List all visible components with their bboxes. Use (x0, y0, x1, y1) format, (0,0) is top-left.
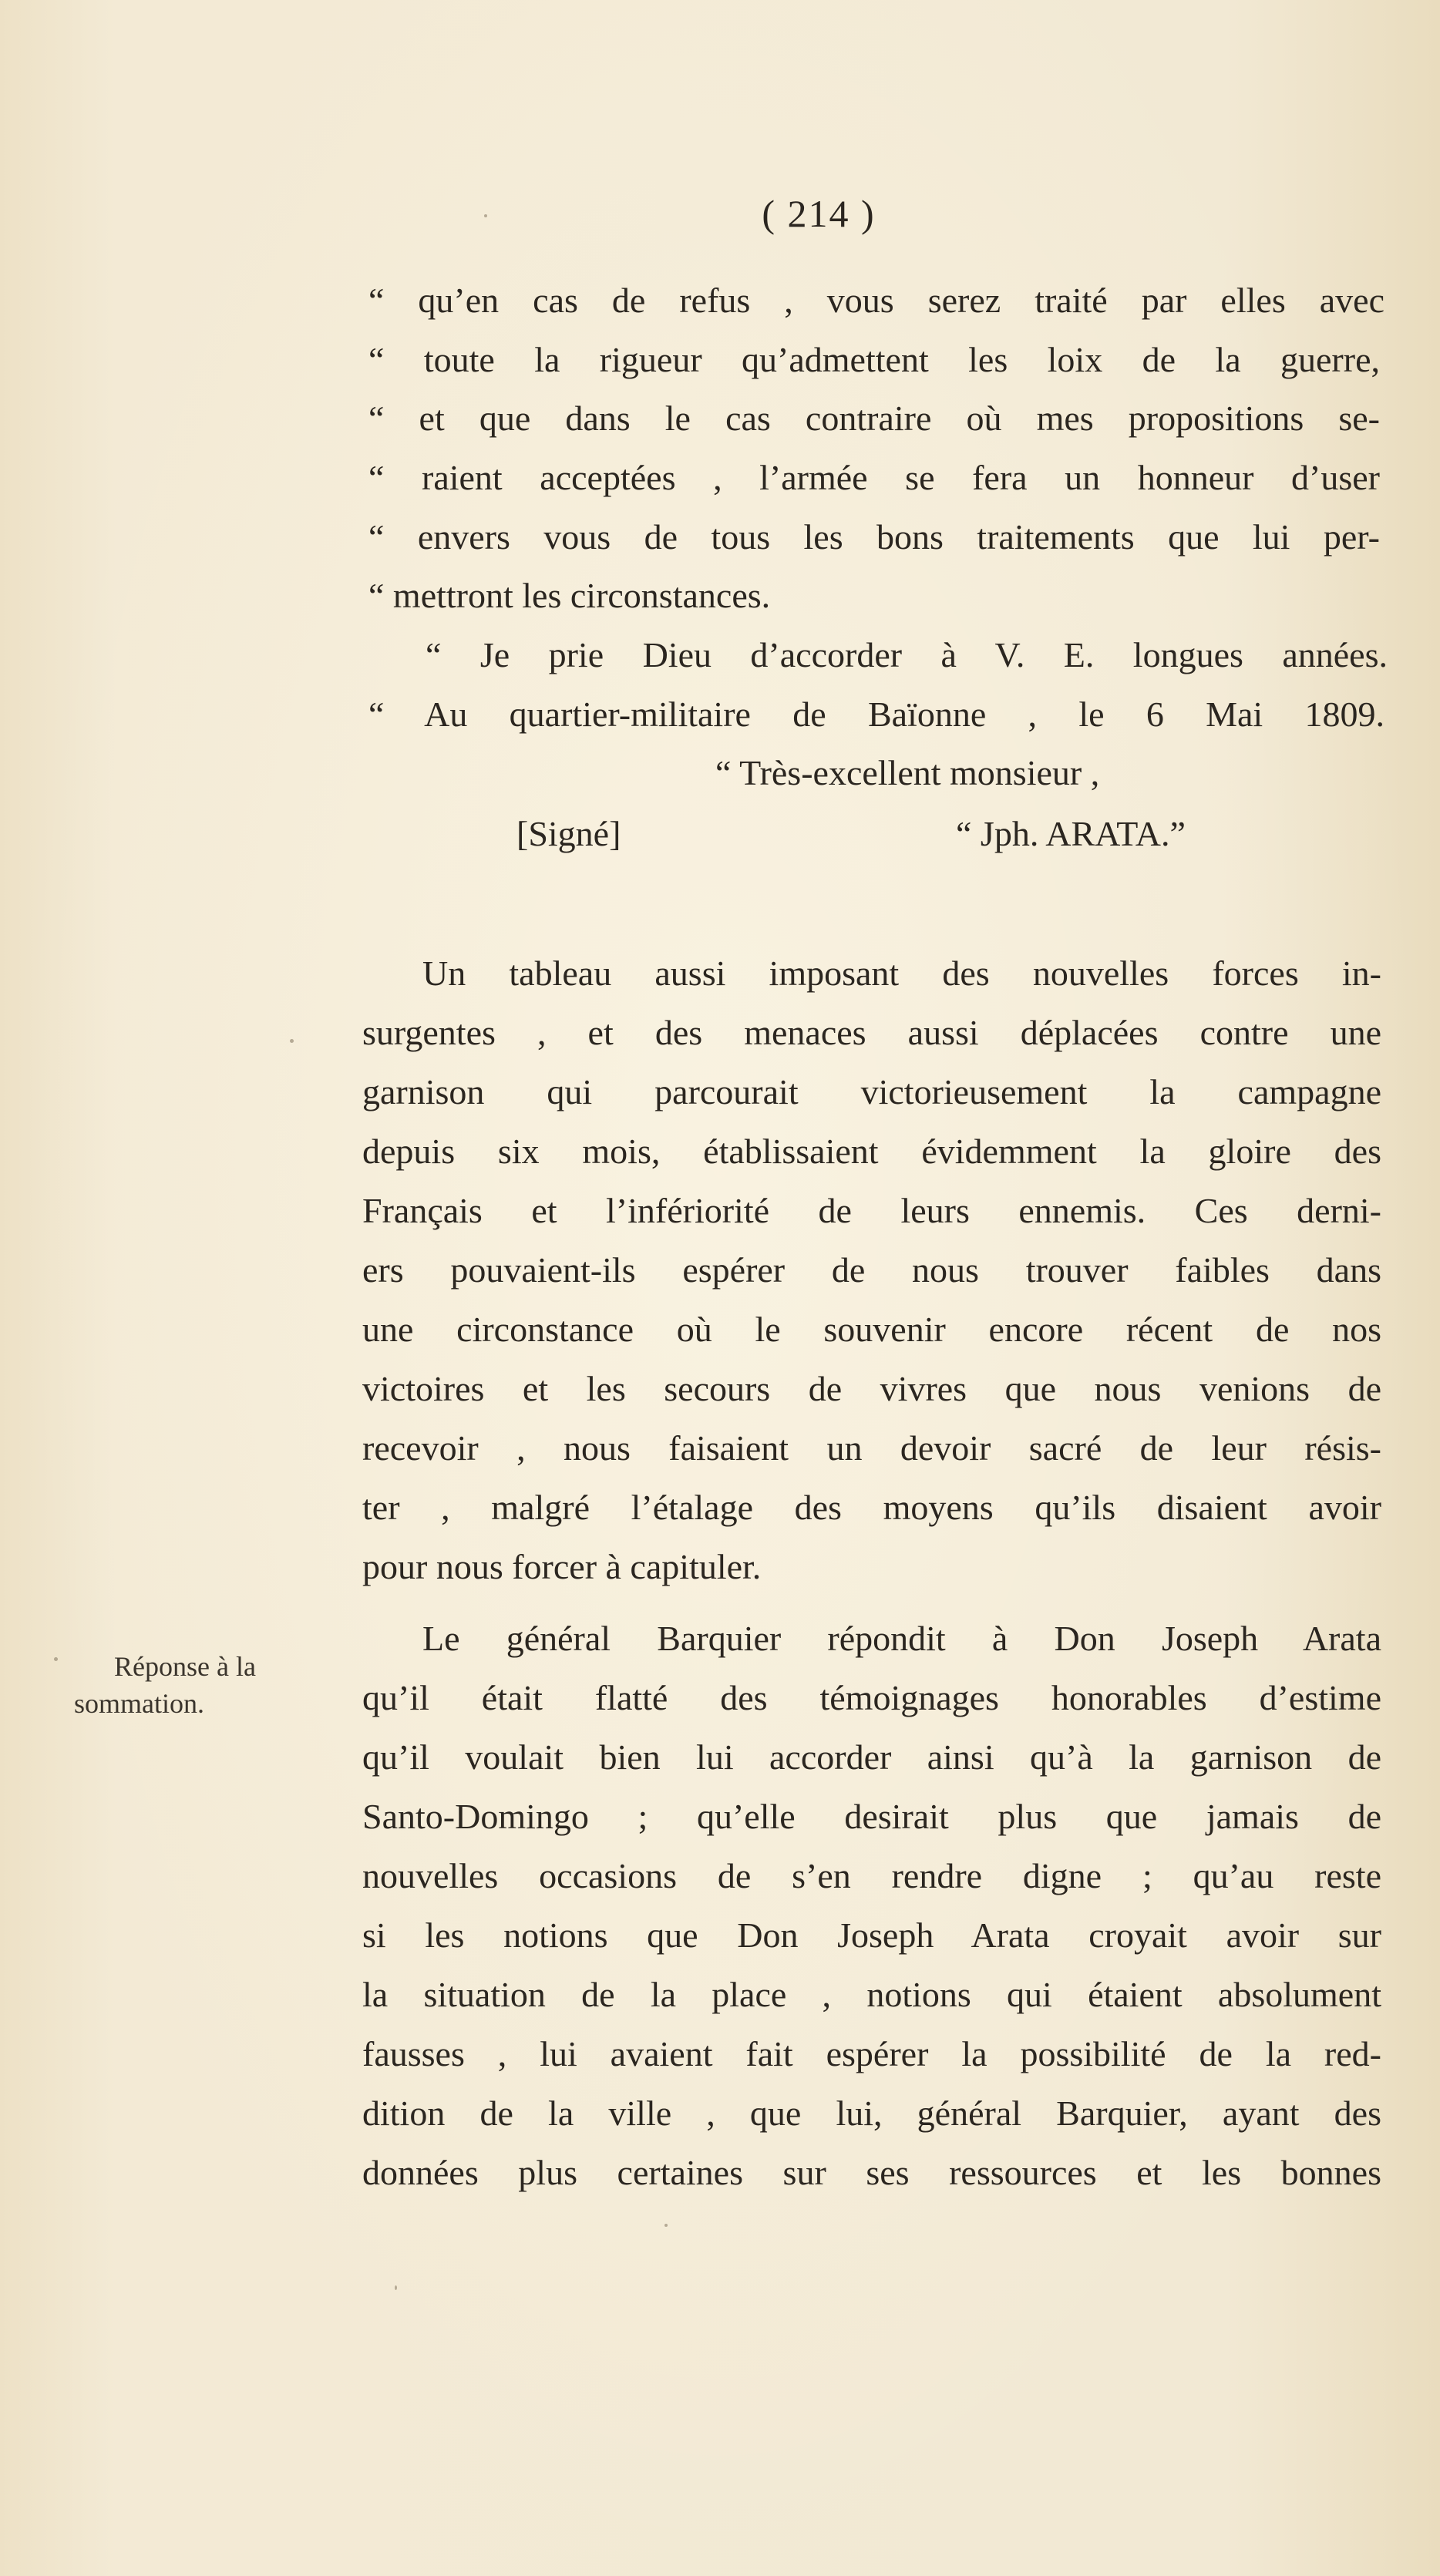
paragraph-2-line: fausses , lui avaient fait espérer la possibilité de la red- (362, 2034, 1381, 2073)
paragraph-1-line: depuis six mois, établissaient évidemment la gloire des (362, 1132, 1381, 1171)
paragraph-2-line: Le général Barquier répondit à Don Joseph Arata (422, 1619, 1381, 1658)
paragraph-2-line: Santo-Domingo ; qu’elle desirait plus que jamais de (362, 1797, 1381, 1836)
paragraph-1-line: garnison qui parcourait victorieusement la campagne (362, 1072, 1381, 1111)
letter-line: “ Très-excellent monsieur , (715, 753, 1100, 792)
letter-line: “ Je prie Dieu d’accorder à V. E. longues années. (426, 635, 1388, 674)
paper-speck (395, 2285, 397, 2290)
paper-speck (290, 1039, 294, 1043)
paragraph-1-line: victoires et les secours de vivres que nous venions de (362, 1369, 1381, 1408)
paragraph-1-line: surgentes , et des menaces aussi déplacées contre une (362, 1013, 1381, 1052)
paper-speck (664, 2224, 668, 2227)
paragraph-2-line: si les notions que Don Joseph Arata croyait avoir sur (362, 1915, 1381, 1955)
letter-line: “ qu’en cas de refus , vous serez traité par elles avec (368, 281, 1384, 320)
paragraph-2-line: dition de la ville , que lui, général Barquier, ayant des (362, 2093, 1381, 2133)
margin-note-line-1: Réponse à la (114, 1651, 256, 1682)
letter-line: “ envers vous de tous les bons traitements que lui per- (368, 517, 1380, 557)
paragraph-1-line: pour nous forcer à capituler. (362, 1547, 762, 1586)
paragraph-2-line: la situation de la place , notions qui étaient absolument (362, 1975, 1381, 2014)
paragraph-1-line: Un tableau aussi imposant des nouvelles forces in- (422, 953, 1381, 993)
letter-line: “ Au quartier-militaire de Baïonne , le 6 Mai 1809. (368, 694, 1384, 734)
paper-speck (484, 214, 487, 217)
margin-note-line-2: sommation. (74, 1688, 204, 1719)
paragraph-1-line: recevoir , nous faisaient un devoir sacré de leur résis- (362, 1428, 1381, 1468)
paragraph-1-line: une circonstance où le souvenir encore récent de nos (362, 1310, 1381, 1349)
paragraph-2-line: qu’il voulait bien lui accorder ainsi qu’à la garnison de (362, 1737, 1381, 1777)
paragraph-1-line: Français et l’infériorité de leurs ennemis. Ces derni- (362, 1191, 1381, 1230)
paragraph-2-line: données plus certaines sur ses ressources et les bonnes (362, 2153, 1381, 2192)
page-number-text: ( 214 ) (762, 192, 876, 235)
letter-line: “ toute la rigueur qu’admettent les loix de la guerre, (368, 340, 1380, 379)
paragraph-1-line: ter , malgré l’étalage des moyens qu’ils disaient avoir (362, 1488, 1381, 1527)
letter-line: “ mettront les circonstances. (368, 576, 771, 615)
letter-line: “ raient acceptées , l’armée se fera un honneur d’user (368, 458, 1380, 497)
paragraph-2-line: qu’il était flatté des témoignages honorables d’estime (362, 1678, 1381, 1717)
paragraph-2-line: nouvelles occasions de s’en rendre digne ; qu’au reste (362, 1856, 1381, 1895)
signed-label: [Signé] (516, 814, 621, 853)
page-number (0, 191, 1440, 253)
paper-speck (54, 1657, 58, 1661)
paragraph-1-line: ers pouvaient-ils espérer de nous trouver faibles dans (362, 1250, 1381, 1290)
signature: “ Jph. ARATA.” (956, 814, 1186, 853)
letter-line: “ et que dans le cas contraire où mes propositions se- (368, 399, 1380, 438)
